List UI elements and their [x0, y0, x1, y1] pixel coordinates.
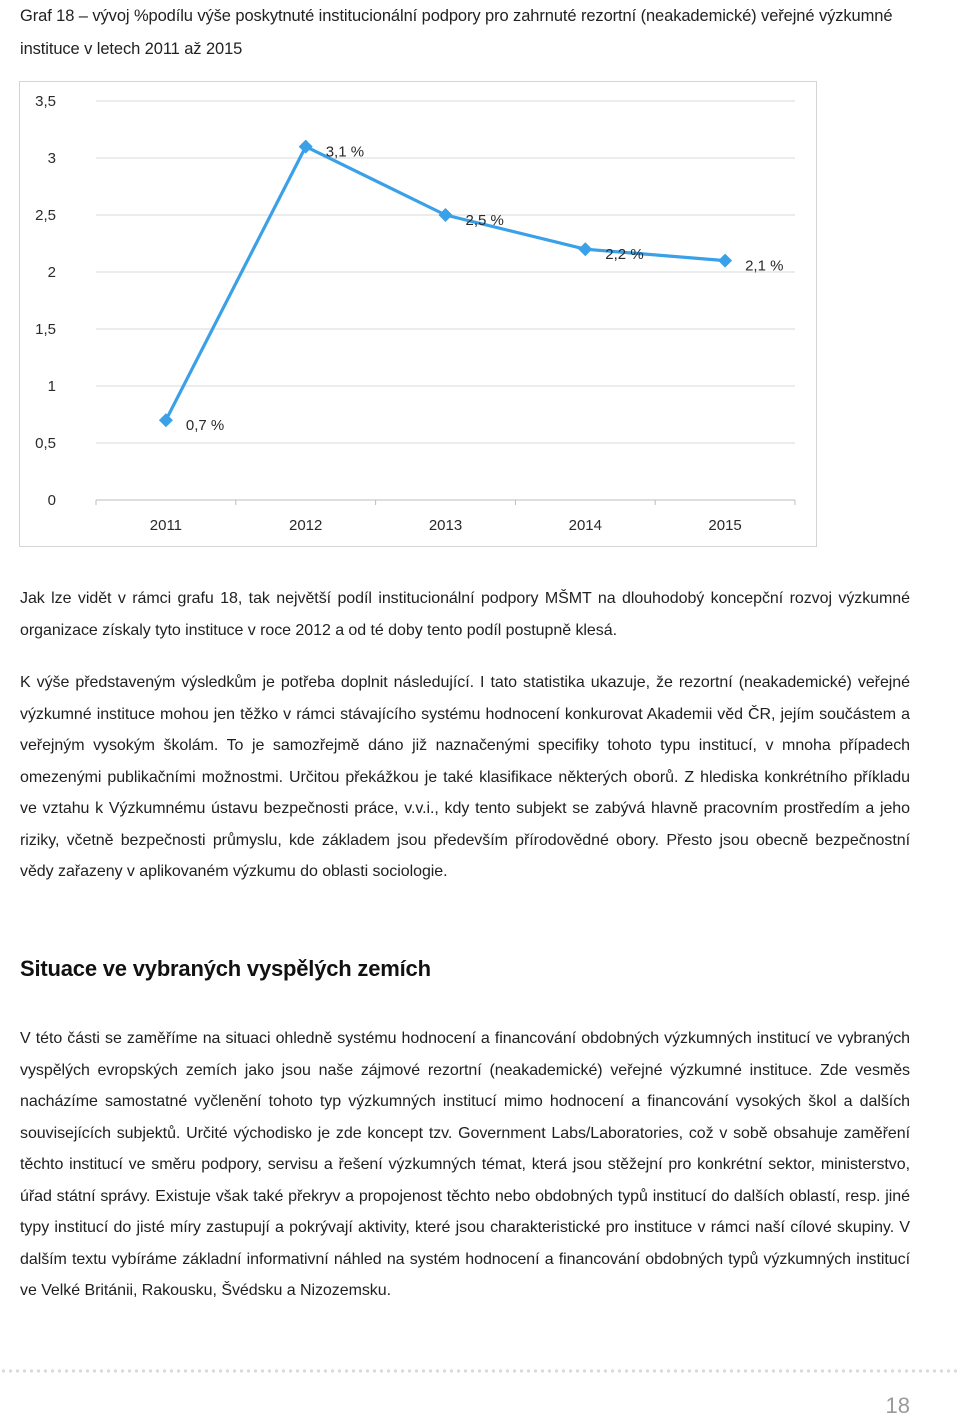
- data-label: 2,1 %: [745, 257, 784, 275]
- y-tick-label: 1: [47, 378, 56, 395]
- x-tick-label: 2013: [428, 517, 463, 534]
- data-label: 2,2 %: [605, 246, 644, 264]
- data-point: [299, 140, 313, 154]
- paragraph-countries: V této části se zaměříme na situaci ohledně systému hodnocení a financování obdobných výzkumných institucí ve vybraných vyspělých evropských zemích jako jsou naše zájmové rezortní (neakademické) veřejné výzkumné instituce. Zde vesměs nacházíme samostatné vyčlenění tohoto typ výzkumných institucí mimo hodnocení a financování vysokých škol a dalších souvisejících subjektů. Určité východisko je zde koncept tzv. Government Labs/Laboratories, což v sobě obsahuje zaměření těchto institucí ve směru podpory, servisu a řešení výzkumných témat, která jsou stěžejní pro konkrétní sektor, ministerstvo, úřad státní správy. Existuje však také překryv a propojenost těchto nebo obdobných typů institucí do dalších oblastí, resp. jiné typy institucí do jisté míry zastupují a pokrývají aktivity, které jsou charakteristické pro instituce v rámci naší cílové skupiny. V dalším textu vybíráme základní informativní náhled na systém hodnocení a financování obdobných typů výzkumných institucí ve Velké Británii, Rakousku, Švédsku a Nizozemsku.: [20, 1030, 910, 1299]
- data-label: 3,1 %: [325, 143, 365, 161]
- y-tick-label: 0: [47, 492, 56, 509]
- x-tick-label: 2014: [568, 517, 602, 534]
- series-line: [166, 147, 725, 421]
- y-tick-label: 2,5: [35, 207, 56, 224]
- y-tick-label: 1,5: [35, 321, 56, 338]
- footer-dotted-rule: [0, 1368, 960, 1374]
- data-label: 2,5 %: [465, 212, 504, 229]
- x-tick-label: 2011: [149, 517, 183, 534]
- data-point: [578, 242, 592, 256]
- section-heading: Situace ve vybraných vyspělých zemích: [20, 956, 431, 981]
- y-tick-label: 2: [47, 264, 56, 281]
- line-chart: [20, 82, 818, 548]
- page-number: 18: [885, 1393, 910, 1418]
- y-tick-label: 3,5: [35, 93, 56, 110]
- data-point: [718, 254, 732, 268]
- y-tick-label: 3: [47, 150, 56, 167]
- chart-frame: [19, 81, 817, 547]
- data-label: 0,7 %: [185, 417, 225, 435]
- y-tick-label: 0,5: [35, 435, 56, 452]
- paragraph-intro: Jak lze vidět v rámci grafu 18, tak největší podíl institucionální podpory MŠMT na dlouhodobý koncepční rozvoj výzkumné organizace získaly tyto instituce v roce 2012 a od té doby tento podíl postupně klesá.: [20, 590, 910, 639]
- figure-caption: Graf 18 – vývoj %podílu výše poskytnuté institucionální podpory pro zahrnuté rezortní (neakademické) veřejné výzkumné instituce v letech 2011 až 2015: [20, 7, 893, 58]
- x-tick-label: 2015: [708, 517, 742, 534]
- data-point: [439, 208, 453, 222]
- paragraph-results: K výše představeným výsledkům je potřeba doplnit následující. I tato statistika ukazuje, že rezortní (neakademické) veřejné výzkumné instituce mohou jen těžko v rámci stávajícího systému hodnocení konkurovat Akademii věd ČR, jejím součástem a veřejným vysokým školám. To je samozřejmě dáno již naznačenými specifiky tohoto typu institucí, v mnoha případech omezenými publikačními možnostmi. Určitou překážkou je také klasifikace některých oborů. Z hlediska konkrétního příkladu ve vztahu k Výzkumnému ústavu bezpečnosti práce, v.v.i., kdy tento subjekt se zabývá hlavně pracovním prostředím a jeho riziky, včetně bezpečnosti průmyslu, kde základem jsou především přírodovědné obory. Přesto jsou obecně bezpečnostní vědy zařazeny v aplikovaném výzkumu do oblasti sociologie.: [20, 674, 910, 880]
- data-point: [159, 413, 173, 427]
- x-tick-label: 2012: [289, 517, 323, 534]
